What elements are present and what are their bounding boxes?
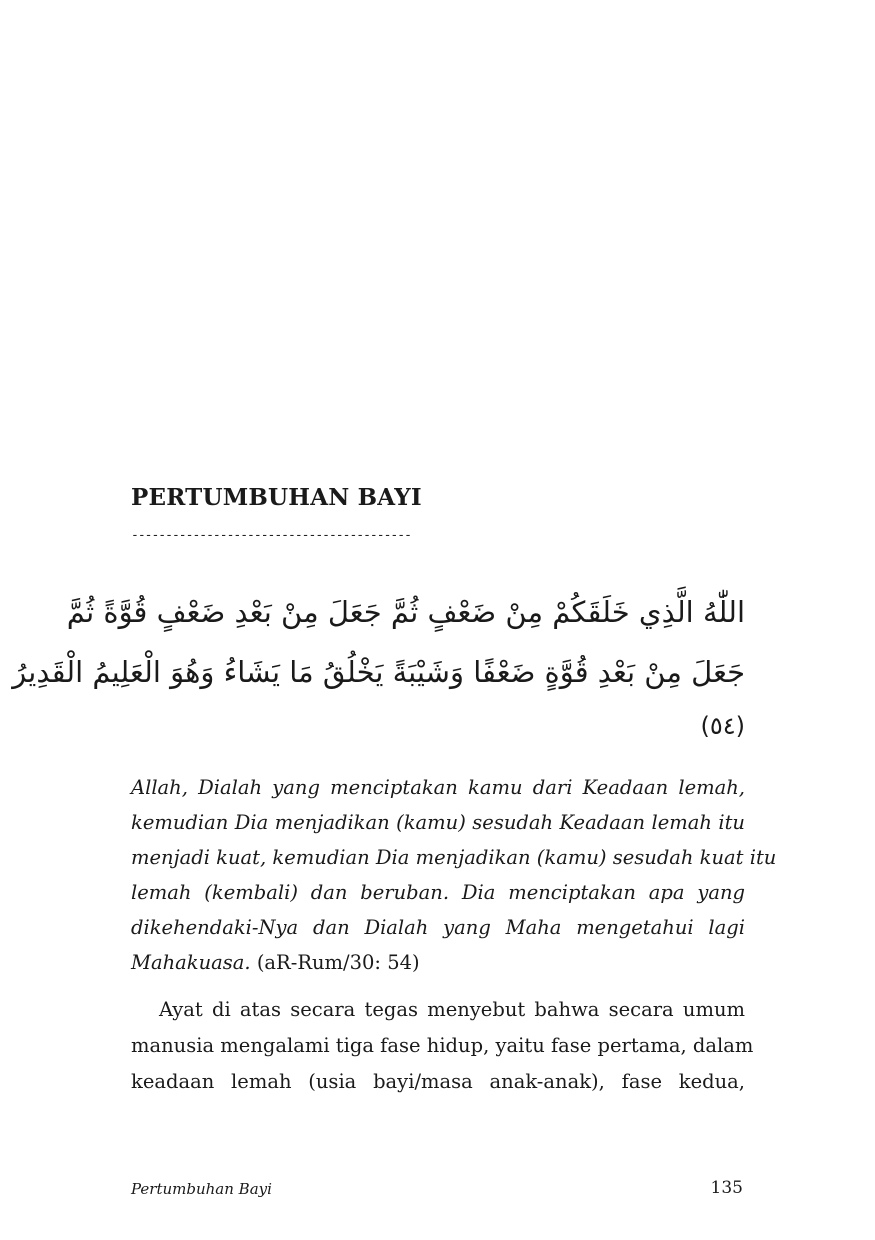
translation-line: Allah, Dialah yang menciptakan kamu dari Keadaan lemah, <box>131 776 745 799</box>
verse-number: (٥٤) <box>700 712 745 740</box>
body-line: keadaan lemah (usia bayi/masa anak-anak), fase kedua, <box>131 1070 745 1093</box>
quran-verse-arabic <box>12 582 745 702</box>
translation-line: menjadi kuat, kemudian Dia menjadikan (kamu) sesudah kuat itu <box>131 846 777 869</box>
arabic-line: جَعَلَ مِنْ بَعْدِ قُوَّةٍ ضَعْفًا وَشَيْبَةً يَخْلُقُ مَا يَشَاءُ وَهُوَ الْعَلِيمُ الْقَدِيرُ <box>12 655 745 689</box>
body-line: Ayat di atas secara tegas menyebut bahwa secara umum <box>159 998 745 1021</box>
translation-last-line <box>131 945 745 980</box>
section-title: PERTUMBUHAN BAYI <box>131 484 422 511</box>
body-paragraph <box>131 992 754 1100</box>
translation-line: dikehendaki-Nya dan Dialah yang Maha mengetahui lagi <box>131 916 745 939</box>
translation-line: Mahakuasa. <box>131 951 251 974</box>
verse-reference: (aR-Rum/30: 54) <box>256 951 420 974</box>
page-number: 135 <box>710 1178 743 1198</box>
arabic-line: اللّٰهُ الَّذِي خَلَقَكُمْ مِنْ ضَعْفٍ ثُمَّ جَعَلَ مِنْ بَعْدِ ضَعْفٍ قُوَّةً ثُمَّ <box>66 595 745 629</box>
title-divider: ----------------------------------------- <box>131 528 411 543</box>
verse-translation <box>131 770 777 980</box>
translation-line: kemudian Dia menjadikan (kamu) sesudah Keadaan lemah itu <box>131 811 745 834</box>
body-line: manusia mengalami tiga fase hidup, yaitu fase pertama, dalam <box>131 1034 754 1057</box>
translation-line: lemah (kembali) dan beruban. Dia menciptakan apa yang <box>131 881 745 904</box>
running-footer-title: Pertumbuhan Bayi <box>131 1180 272 1198</box>
